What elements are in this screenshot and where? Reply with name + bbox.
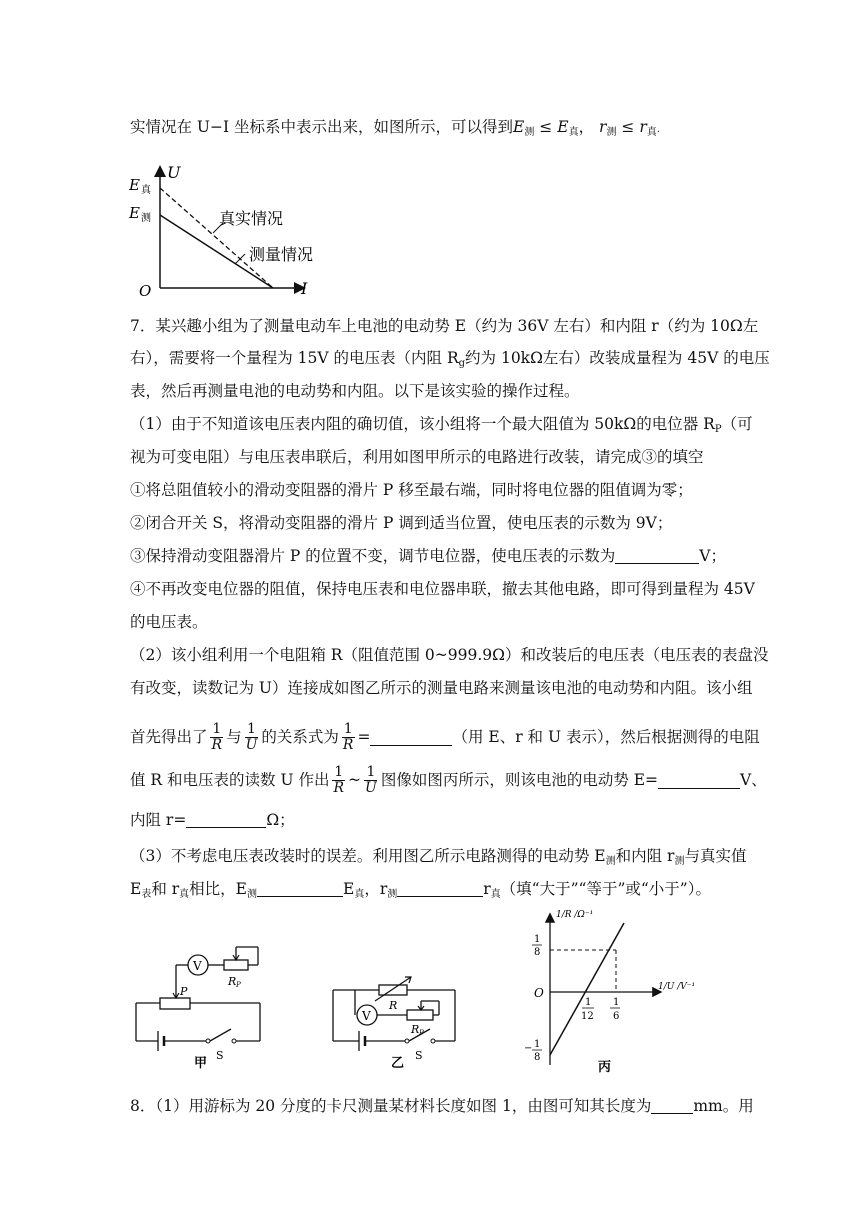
- data-line: [550, 923, 624, 1055]
- frac-1-over-u: $\frac{1}{U}$: [245, 720, 258, 753]
- q7-p3-line2: $E_表$和 $r_真$相比，$E_测$ $E_真$，$r_测$ $r_真$（填“大于”“等于”或“小于”）。: [130, 880, 711, 900]
- svg-text:V: V: [362, 1009, 371, 1023]
- caption-yi: 乙: [391, 1056, 405, 1070]
- svg-text:E: E: [129, 204, 140, 222]
- q7-p1-line2: 视为可变电阻）与电压表串联后，利用如图甲所示的电路进行改装，请完成③的填空: [130, 448, 704, 466]
- caption-bing: 丙: [598, 1060, 612, 1075]
- svg-text:1: 1: [613, 997, 620, 1008]
- q7-p2-line3: 首先得出了 $\frac{1}{R}$ 与 $\frac{1}{U}$ 的关系式为 $\frac{1}{R}$ = （用 E、r 和 U 表示），然后根据测得的电阻: [130, 720, 760, 753]
- svg-text:V: V: [193, 959, 202, 973]
- svg-text:−: −: [524, 1043, 533, 1054]
- svg-text:P: P: [236, 981, 241, 989]
- circuit-yi: [325, 935, 465, 1070]
- svg-text:8: 8: [534, 947, 541, 958]
- true-line: [160, 188, 273, 288]
- origin-label: O: [534, 986, 544, 1000]
- q7-step1: ①将总阻值较小的滑动变阻器的滑片 P 移至最右端，同时将电位器的阻值调为零；: [130, 481, 693, 499]
- q7-p2-line5: 内阻 r= Ω；: [130, 811, 295, 829]
- q7-step4-line2: 的电压表。: [130, 613, 208, 631]
- circuit-jia: [128, 935, 268, 1070]
- q7-line1: 7．某兴趣小组为了测量电动车上电池的电动势 E（约为 36V 左右）和内阻 r（约为 10Ω左: [130, 317, 759, 335]
- q7-step3: ③保持滑动变阻器滑片 P 的位置不变，调节电位器，使电压表的示数为 V；: [130, 547, 726, 565]
- frac-1-over-r: $\frac{1}{R}$: [211, 720, 223, 753]
- caption-jia: 甲: [194, 1056, 208, 1070]
- label-measured: 测量情况: [249, 245, 314, 264]
- svg-text:1: 1: [534, 1039, 541, 1050]
- ui-graph: [125, 160, 325, 300]
- svg-text:8: 8: [534, 1052, 541, 1063]
- svg-text:P: P: [419, 1029, 424, 1037]
- q7-line3: 表，然后再测量电池的电动势和内阻。以下是该实验的操作过程。: [130, 382, 580, 400]
- q7-line2: 右），需要将一个量程为 15V 的电压表（内阻 $R_g$约为 10kΩ左右）改装成量程为 45V 的电压: [130, 349, 770, 369]
- svg-text:R: R: [228, 975, 237, 988]
- intro-line: 实情况在 U−I 坐标系中表示出来，如图所示，可以得到$E_测 \le E_真$， $r_测 \le r_真$.: [130, 118, 660, 138]
- x-axis-label: 1/U /V⁻¹: [658, 982, 696, 992]
- blank-e-compare[interactable]: [257, 880, 343, 897]
- blank-length[interactable]: [651, 1097, 693, 1114]
- q7-p1-line1: （1）由于不知道该电压表内阻的确切值，该小组将一个最大阻值为 50kΩ的电位器 $R_P$（可: [130, 415, 753, 435]
- svg-text:1: 1: [534, 934, 541, 945]
- blank-r-compare[interactable]: [397, 880, 483, 897]
- origin-label: O: [139, 282, 152, 300]
- q7-p2-line1: （2）该小组利用一个电阻箱 R（阻值范围 0~999.9Ω）和改装后的电压表（电压表的表盘没: [130, 646, 769, 664]
- svg-text:6: 6: [613, 1011, 620, 1022]
- blank-emf[interactable]: [658, 772, 740, 789]
- q7-step4-line1: ④不再改变电位器的阻值，保持电压表和电位器串联，撤去其他电路，即可得到量程为 45V: [130, 580, 755, 598]
- svg-text:测: 测: [141, 213, 151, 224]
- q7-p2-line2: 有改变，读数记为 U）连接成如图乙所示的测量电路来测量该电池的电动势和内阻。该小组: [130, 679, 753, 697]
- svg-text:E: E: [129, 176, 140, 194]
- svg-text:R: R: [389, 999, 398, 1012]
- graph-bing: [520, 905, 715, 1075]
- axis-i-label: I: [301, 279, 308, 298]
- label-true: 真实情况: [219, 209, 284, 228]
- q8-line1: 8．（1）用游标为 20 分度的卡尺测量某材料长度如图 1，由图可知其长度为 mm。用: [130, 1097, 754, 1115]
- y-axis-label: 1/R /Ω⁻¹: [556, 910, 594, 920]
- q7-p3-line1: （3）不考虑电压表改装时的误差。利用图乙所示电路测得的电动势 $E_测$和内阻 $r_测$与真实值: [130, 847, 747, 867]
- q7-step2: ②闭合开关 S，将滑动变阻器的滑片 P 调到适当位置，使电压表的示数为 9V；: [130, 514, 673, 532]
- q7-p2-line4: 值 R 和电压表的读数 U 作出 $\frac{1}{R}$ ~ $\frac{1}{U}$ 图像如图丙所示，则该电池的电动势 E= V、: [130, 763, 767, 796]
- svg-text:1: 1: [585, 997, 592, 1008]
- svg-text:S: S: [415, 1049, 423, 1062]
- blank-step3[interactable]: [615, 547, 699, 564]
- svg-text:S: S: [216, 1049, 224, 1062]
- blank-resistance[interactable]: [186, 811, 266, 828]
- svg-text:R: R: [411, 1023, 420, 1036]
- blank-relation[interactable]: [370, 729, 452, 746]
- svg-text:P: P: [180, 985, 188, 998]
- svg-text:12: 12: [581, 1011, 594, 1022]
- svg-text:真: 真: [141, 185, 151, 196]
- axis-u-label: U: [167, 163, 181, 182]
